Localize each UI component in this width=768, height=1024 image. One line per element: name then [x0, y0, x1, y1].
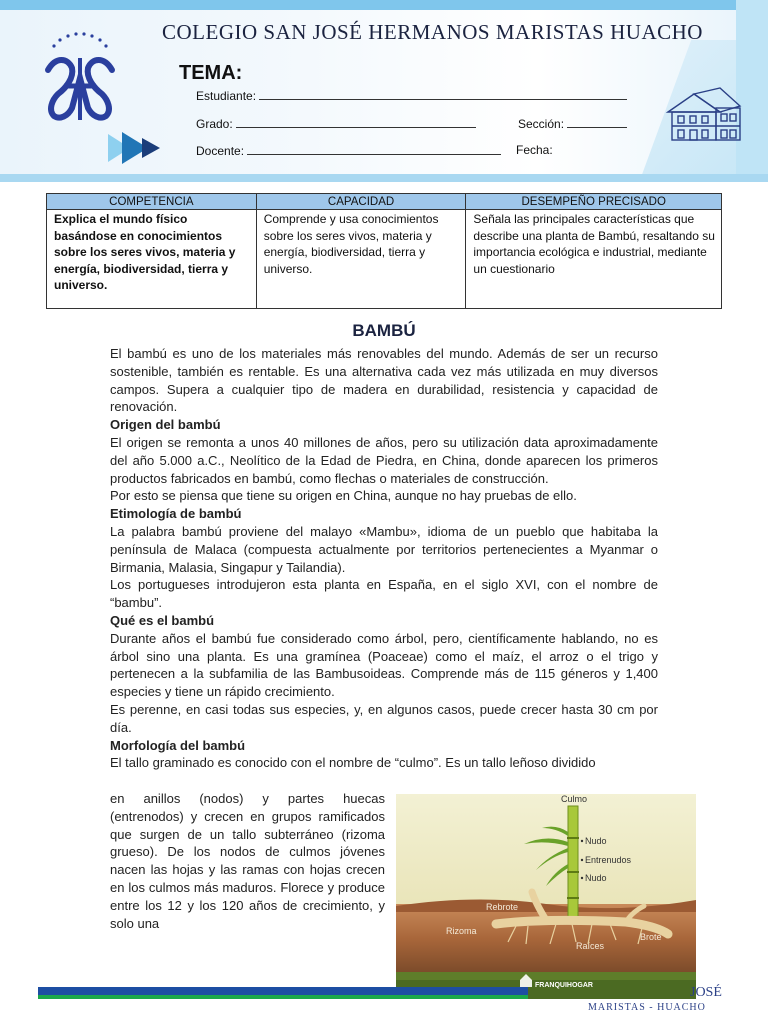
- diagram-label-entrenudos: Entrenudos: [585, 855, 632, 865]
- header-top-bar: [0, 0, 768, 10]
- seccion-label: Sección:: [518, 117, 565, 131]
- fecha-label: Fecha:: [516, 143, 553, 157]
- grado-label: Grado:: [196, 117, 233, 131]
- competency-table: [46, 193, 722, 309]
- grado-field: [196, 116, 476, 131]
- diagram-label-raices: Raíces: [576, 941, 605, 951]
- heading-etimologia: Etimología de bambú: [110, 506, 242, 522]
- paragraph-origen-2: Por esto se piensa que tiene su origen en China, aunque no hay pruebas de ello.: [110, 488, 577, 504]
- estudiante-label: Estudiante:: [196, 89, 257, 103]
- paragraph-intro: El bambú es uno de los materiales más renovables del mundo. Además de ser un recurso sostenible, también es rentable. Es una alternativa cada vez más utilizada en muy diversos campos. Supera a cualquier tipo de madera en durabilidad, resistencia y capacidad de renovación.: [110, 346, 658, 415]
- footer-blue-stripe: [38, 987, 528, 995]
- paragraph-morfologia-lead: El tallo graminado es conocido con el nombre de “culmo”. Es un tallo leñoso dividido: [110, 755, 596, 771]
- docente-input-line[interactable]: [247, 143, 501, 155]
- diagram-label-rebrote: Rebrote: [486, 902, 519, 912]
- table-header-desempeno: DESEMPEÑO PRECISADO: [466, 194, 722, 210]
- seccion-input-line[interactable]: [567, 116, 627, 128]
- diagram-label-rizoma: Rizoma: [446, 926, 477, 936]
- table-header-competencia: COMPETENCIA: [47, 194, 257, 210]
- diagram-label-brote: Brote: [640, 932, 662, 942]
- bamboo-diagram: [396, 794, 696, 999]
- table-cell-competencia: Explica el mundo físico basándose en conocimientos sobre los seres vivos, materia y energía, biodiversidad, tierra y universo.: [47, 210, 257, 309]
- document-body: [110, 345, 658, 772]
- table-cell-desempeno: Señala las principales características que describe una planta de Bambú, resaltando su importancia ecológica e industrial, mediante un cuestionario: [466, 210, 722, 309]
- docente-label: Docente:: [196, 144, 245, 158]
- grado-input-line[interactable]: [236, 116, 476, 128]
- heading-morfologia: Morfología del bambú: [110, 737, 246, 753]
- document-title: BAMBÚ: [352, 321, 416, 340]
- paragraph-morfologia-wrap: en anillos (nodos) y partes huecas (entrenodos) y crecen en grupos ramificados que surgen de un tallo subterráneo (rizoma grueso). De los nodos de culmos jóvenes nacen las hojas y las ramas con hojas crecen en los culmos más maduros. Florece y produce entre los 12 y los 120 años de crecimiento, y solo una: [110, 791, 385, 931]
- paragraph-que-es-2: Es perenne, en casi todas sus especies, y, en algunos casos, puede crecer hasta 30 cm por día.: [110, 701, 658, 735]
- table-cell-capacidad: Comprende y usa conocimientos sobre los seres vivos, materia y energía, biodiversidad, tierra y universo.: [256, 210, 466, 309]
- estudiante-input-line[interactable]: [259, 88, 627, 100]
- school-name: COLEGIO SAN JOSÉ HERMANOS MARISTAS HUACHO: [162, 20, 703, 44]
- franquihogar-text: FRANQUIHOGAR: [535, 982, 593, 989]
- diagram-label-culmo: Culmo: [561, 794, 588, 804]
- arrow-decoration-icon: [108, 128, 160, 168]
- footer-green-stripe: [38, 995, 528, 999]
- heading-origen: Origen del bambú: [110, 417, 221, 433]
- table-header-row: [47, 194, 722, 210]
- school-building-icon: [664, 86, 744, 146]
- paragraph-origen-1: El origen se remonta a unos 40 millones de años, pero su utilización data aproximadamente del año 5.000 a.C., Neolítico de la Edad de Piedra, en China, donde aparecen los primeros productos fabricados en bambú, como flechas o materiales de construcción.: [110, 434, 658, 486]
- diagram-label-nudo-2: Nudo: [585, 873, 607, 883]
- table-row: [47, 210, 722, 309]
- paragraph-etimologia-2: Los portugueses introdujeron esta planta en España, en el siglo XVI, con el nombre de “bambu”.: [110, 577, 658, 611]
- footer-brand-text: JOSÉ: [690, 985, 722, 1000]
- table-header-capacidad: CAPACIDAD: [256, 194, 466, 210]
- estudiante-field: [196, 88, 627, 103]
- header-bottom-bar: [0, 174, 768, 182]
- paragraph-etimologia-1: La palabra bambú proviene del malayo «Mambu», idioma de un pueblo que habitaba la península de Malaca (compuesta actualmente por territorios pertenecientes a Myanmar o Birmania, Malasia, Singapur y Tailandia).: [110, 523, 658, 575]
- docente-field: [196, 143, 501, 158]
- diagram-label-nudo-1: Nudo: [585, 836, 607, 846]
- fecha-field: [516, 143, 553, 157]
- heading-que-es: Qué es el bambú: [110, 612, 215, 628]
- tema-label: TEMA:: [179, 62, 243, 84]
- footer-subtitle: MARISTAS - HUACHO: [588, 1002, 706, 1013]
- seccion-field: [518, 116, 627, 131]
- school-logo-icon: [38, 28, 122, 128]
- paragraph-que-es-1: Durante años el bambú fue considerado como árbol, pero, científicamente hablando, no es árbol sino una planta. Es una gramínea (Poaceae) como el maíz, el arroz o el trigo y pertenecen a la subfamilia de las Bambusoideas. Comprende más de 115 géneros y 1,400 especies y tiene un rápido crecimiento.: [110, 630, 658, 700]
